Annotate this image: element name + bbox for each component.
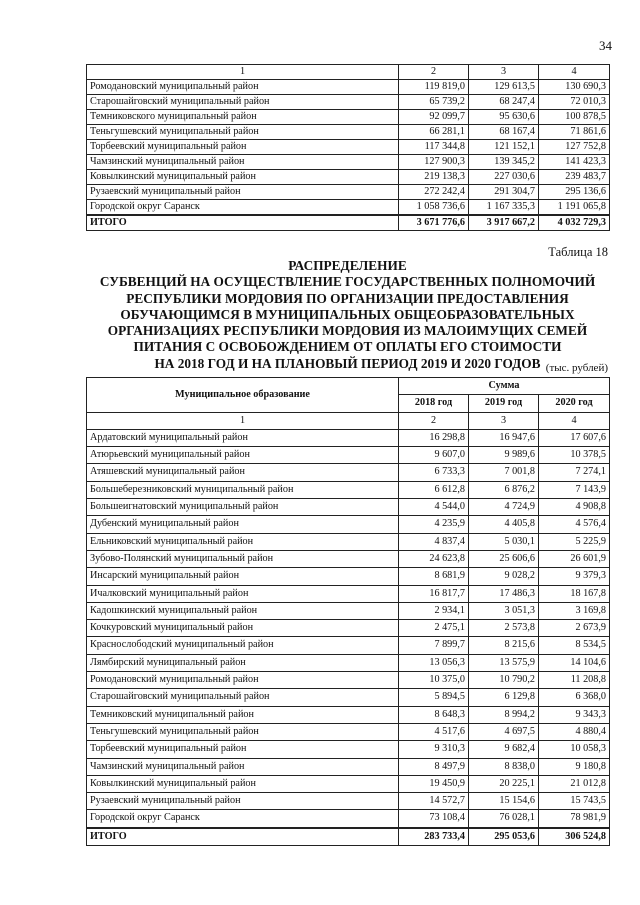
value-2018-cell: 2 934,1: [399, 602, 469, 619]
value-2019-cell: 8 994,2: [469, 706, 539, 723]
table-row: [87, 533, 610, 550]
table-row: [87, 499, 610, 516]
value-2020-cell: 10 378,5: [539, 447, 610, 464]
municipality-cell: Рузаевский муниципальный район: [87, 793, 399, 810]
value-2019-cell: 16 947,6: [469, 429, 539, 446]
value-2019-cell: 8 838,0: [469, 758, 539, 775]
value-2019-cell: 5 030,1: [469, 533, 539, 550]
value-2020-cell: 4 880,4: [539, 723, 610, 740]
value-2019-cell: 68 167,4: [469, 125, 539, 140]
value-2019-cell: 4 724,9: [469, 499, 539, 516]
column-number-1: 1: [87, 412, 399, 429]
table-row: [87, 793, 610, 810]
value-2019-cell: 9 682,4: [469, 741, 539, 758]
value-2018-cell: 65 739,2: [399, 95, 469, 110]
value-2018-cell: 16 298,8: [399, 429, 469, 446]
table-row: [87, 620, 610, 637]
value-2018-cell: 7 899,7: [399, 637, 469, 654]
page-number: 34: [599, 38, 612, 53]
table-row: [87, 95, 610, 110]
value-2018-cell: 219 138,3: [399, 170, 469, 185]
value-2019-cell: 129 613,5: [469, 80, 539, 95]
value-2020-cell: 7 143,9: [539, 481, 610, 498]
value-2020-cell: 239 483,7: [539, 170, 610, 185]
table-row: [87, 585, 610, 602]
municipality-cell: Старошайговский муниципальный район: [87, 95, 399, 110]
value-2020-cell: 18 167,8: [539, 585, 610, 602]
value-2020-cell: 9 180,8: [539, 758, 610, 775]
value-2019-cell: 9 028,2: [469, 568, 539, 585]
value-2019-cell: 139 345,2: [469, 155, 539, 170]
value-2019-cell: 2 573,8: [469, 620, 539, 637]
value-2019-cell: 13 575,9: [469, 654, 539, 671]
value-2019-cell: 121 152,1: [469, 140, 539, 155]
value-2018-cell: 2 475,1: [399, 620, 469, 637]
value-2020-cell: 100 878,5: [539, 110, 610, 125]
table-top-continuation: [86, 64, 610, 231]
table-row: [87, 775, 610, 792]
value-2018-cell: 4 837,4: [399, 533, 469, 550]
value-2019-cell: 76 028,1: [469, 810, 539, 828]
municipality-cell: Чамзинский муниципальный район: [87, 758, 399, 775]
value-2020-cell: 7 274,1: [539, 464, 610, 481]
municipality-cell: Городской округ Саранск: [87, 200, 399, 216]
value-2020-cell: 4 576,4: [539, 516, 610, 533]
value-2019-cell: 9 989,6: [469, 447, 539, 464]
value-2020-cell: 9 379,3: [539, 568, 610, 585]
municipality-cell: Теньгушевский муниципальный район: [87, 125, 399, 140]
table-total-row: [87, 215, 610, 231]
value-2018-cell: 272 242,4: [399, 185, 469, 200]
value-2018-cell: 6 612,8: [399, 481, 469, 498]
municipality-cell: Дубенский муниципальный район: [87, 516, 399, 533]
column-number-3: 3: [469, 412, 539, 429]
value-2019-cell: 68 247,4: [469, 95, 539, 110]
value-2019-cell: 3 051,3: [469, 602, 539, 619]
table-label: Таблица 18: [548, 245, 608, 259]
document-title: [70, 258, 625, 372]
value-2019-cell: 7 001,8: [469, 464, 539, 481]
title-line: НА 2018 ГОД И НА ПЛАНОВЫЙ ПЕРИОД 2019 И 2020 ГОДОВ: [154, 355, 541, 371]
column-number-1: 1: [87, 65, 399, 80]
value-2018-cell: 127 900,3: [399, 155, 469, 170]
value-2018-cell: 19 450,9: [399, 775, 469, 792]
value-2018-cell: 9 607,0: [399, 447, 469, 464]
value-2020-cell: 72 010,3: [539, 95, 610, 110]
table-row: [87, 185, 610, 200]
value-2020-cell: 21 012,8: [539, 775, 610, 792]
municipality-cell: ИТОГО: [87, 828, 399, 846]
value-2018-cell: 16 817,7: [399, 585, 469, 602]
value-2018-cell: 8 681,9: [399, 568, 469, 585]
header-sum: Сумма: [399, 378, 610, 395]
value-2020-cell: 1 191 065,8: [539, 200, 610, 216]
title-line: СУБВЕНЦИЙ НА ОСУЩЕСТВЛЕНИЕ ГОСУДАРСТВЕННЫХ ПОЛНОМОЧИЙ: [99, 274, 596, 290]
value-2020-cell: 9 343,3: [539, 706, 610, 723]
value-2020-cell: 26 601,9: [539, 550, 610, 567]
municipality-cell: Ковылкинский муниципальный район: [87, 775, 399, 792]
value-2019-cell: 95 630,6: [469, 110, 539, 125]
municipality-cell: Ромодановский муниципальный район: [87, 672, 399, 689]
table-row: [87, 447, 610, 464]
value-2020-cell: 5 225,9: [539, 533, 610, 550]
table-row: [87, 481, 610, 498]
municipality-cell: Чамзинский муниципальный район: [87, 155, 399, 170]
table-row: [87, 706, 610, 723]
value-2018-cell: 13 056,3: [399, 654, 469, 671]
value-2018-cell: 24 623,8: [399, 550, 469, 567]
municipality-cell: Городской округ Саранск: [87, 810, 399, 828]
municipality-cell: Атяшевский муниципальный район: [87, 464, 399, 481]
municipality-cell: Краснослободский муниципальный район: [87, 637, 399, 654]
municipality-cell: Атюрьевский муниципальный район: [87, 447, 399, 464]
value-2018-cell: 4 517,6: [399, 723, 469, 740]
table-row: [87, 155, 610, 170]
value-2018-cell: 4 235,9: [399, 516, 469, 533]
municipality-cell: Кадошкинский муниципальный район: [87, 602, 399, 619]
table-top-header-row: [87, 65, 610, 80]
value-2020-cell: 14 104,6: [539, 654, 610, 671]
value-2020-cell: 78 981,9: [539, 810, 610, 828]
municipality-cell: Рузаевский муниципальный район: [87, 185, 399, 200]
value-2018-cell: 8 648,3: [399, 706, 469, 723]
value-2018-cell: 10 375,0: [399, 672, 469, 689]
column-number-2: 2: [399, 412, 469, 429]
value-2020-cell: 6 368,0: [539, 689, 610, 706]
table-row: [87, 125, 610, 140]
table-row: [87, 758, 610, 775]
value-2019-cell: 8 215,6: [469, 637, 539, 654]
title-line: РАСПРЕДЕЛЕНИЕ: [288, 258, 407, 273]
value-2019-cell: 17 486,3: [469, 585, 539, 602]
value-2020-cell: 15 743,5: [539, 793, 610, 810]
value-2020-cell: 17 607,6: [539, 429, 610, 446]
title-line: ОРГАНИЗАЦИЯХ РЕСПУБЛИКИ МОРДОВИЯ ИЗ МАЛОИМУЩИХ СЕМЕЙ: [107, 323, 588, 339]
value-2018-cell: 119 819,0: [399, 80, 469, 95]
table-row: [87, 568, 610, 585]
column-number-4: 4: [539, 412, 610, 429]
municipality-cell: Ичалковский муниципальный район: [87, 585, 399, 602]
value-2020-cell: 8 534,5: [539, 637, 610, 654]
value-2019-cell: 227 030,6: [469, 170, 539, 185]
municipality-cell: Темниковского муниципальный район: [87, 110, 399, 125]
value-2020-cell: 295 136,6: [539, 185, 610, 200]
municipality-cell: Ельниковский муниципальный район: [87, 533, 399, 550]
value-2019-cell: 15 154,6: [469, 793, 539, 810]
municipality-cell: Старошайговский муниципальный район: [87, 689, 399, 706]
header-row-1: [87, 378, 610, 395]
table-row: [87, 464, 610, 481]
municipality-cell: Кочкуровский муниципальный район: [87, 620, 399, 637]
header-year-2018: 2018 год: [399, 395, 469, 412]
municipality-cell: Большеберезниковский муниципальный район: [87, 481, 399, 498]
table-row: [87, 689, 610, 706]
value-2018-cell: 1 058 736,6: [399, 200, 469, 216]
value-2019-cell: 6 129,8: [469, 689, 539, 706]
municipality-cell: Ромодановский муниципальный район: [87, 80, 399, 95]
value-2019-cell: 10 790,2: [469, 672, 539, 689]
value-2020-cell: 71 861,6: [539, 125, 610, 140]
value-2018-cell: 9 310,3: [399, 741, 469, 758]
value-2019-cell: 1 167 335,3: [469, 200, 539, 216]
value-2018-cell: 117 344,8: [399, 140, 469, 155]
header-row-numbers: [87, 412, 610, 429]
value-2018-cell: 6 733,3: [399, 464, 469, 481]
header-year-2020: 2020 год: [539, 395, 610, 412]
municipality-cell: Ковылкинский муниципальный район: [87, 170, 399, 185]
value-2018-cell: 66 281,1: [399, 125, 469, 140]
title-line: ПИТАНИЯ С ОСВОБОЖДЕНИЕМ ОТ ОПЛАТЫ ЕГО СТОИМОСТИ: [133, 339, 562, 355]
column-number-2: 2: [399, 65, 469, 80]
municipality-cell: Лямбирский муниципальный район: [87, 654, 399, 671]
header-year-2019: 2019 год: [469, 395, 539, 412]
value-2019-cell: 3 917 667,2: [469, 215, 539, 231]
table-row: [87, 654, 610, 671]
value-2020-cell: 141 423,3: [539, 155, 610, 170]
table-row: [87, 200, 610, 216]
value-2018-cell: 283 733,4: [399, 828, 469, 846]
table-row: [87, 810, 610, 828]
table-row: [87, 723, 610, 740]
municipality-cell: Торбеевский муниципальный район: [87, 741, 399, 758]
value-2020-cell: 130 690,3: [539, 80, 610, 95]
value-2020-cell: 2 673,9: [539, 620, 610, 637]
title-line: ОБУЧАЮЩИМСЯ В МУНИЦИПАЛЬНЫХ ОБЩЕОБРАЗОВАТЕЛЬНЫХ: [120, 306, 575, 322]
header-municipality: Муниципальное образование: [87, 378, 399, 413]
value-2018-cell: 73 108,4: [399, 810, 469, 828]
value-2020-cell: 4 908,8: [539, 499, 610, 516]
value-2019-cell: 6 876,2: [469, 481, 539, 498]
value-2020-cell: 306 524,8: [539, 828, 610, 846]
value-2019-cell: 295 053,6: [469, 828, 539, 846]
value-2018-cell: 3 671 776,6: [399, 215, 469, 231]
value-2020-cell: 3 169,8: [539, 602, 610, 619]
table-row: [87, 110, 610, 125]
value-2020-cell: 11 208,8: [539, 672, 610, 689]
value-2018-cell: 8 497,9: [399, 758, 469, 775]
value-2018-cell: 92 099,7: [399, 110, 469, 125]
units-note: (тыс. рублей): [545, 362, 608, 374]
table-row: [87, 80, 610, 95]
table-row: [87, 429, 610, 446]
table-row: [87, 140, 610, 155]
table-18: [86, 377, 610, 846]
table-row: [87, 170, 610, 185]
table-row: [87, 550, 610, 567]
value-2019-cell: 20 225,1: [469, 775, 539, 792]
value-2020-cell: 10 058,3: [539, 741, 610, 758]
table-row: [87, 741, 610, 758]
value-2019-cell: 4 697,5: [469, 723, 539, 740]
municipality-cell: Зубово-Полянский муниципальный район: [87, 550, 399, 567]
title-line: РЕСПУБЛИКИ МОРДОВИЯ ПО ОРГАНИЗАЦИИ ПРЕДОСТАВЛЕНИЯ: [126, 290, 569, 306]
value-2020-cell: 127 752,8: [539, 140, 610, 155]
value-2018-cell: 5 894,5: [399, 689, 469, 706]
column-number-4: 4: [539, 65, 610, 80]
municipality-cell: Темниковский муниципальный район: [87, 706, 399, 723]
column-number-3: 3: [469, 65, 539, 80]
table-row: [87, 637, 610, 654]
value-2018-cell: 14 572,7: [399, 793, 469, 810]
municipality-cell: Ардатовский муниципальный район: [87, 429, 399, 446]
municipality-cell: Большеигнатовский муниципальный район: [87, 499, 399, 516]
value-2020-cell: 4 032 729,3: [539, 215, 610, 231]
municipality-cell: Торбеевский муниципальный район: [87, 140, 399, 155]
value-2019-cell: 291 304,7: [469, 185, 539, 200]
value-2019-cell: 4 405,8: [469, 516, 539, 533]
table-row: [87, 602, 610, 619]
table-row: [87, 516, 610, 533]
municipality-cell: Теньгушевский муниципальный район: [87, 723, 399, 740]
table-row: [87, 672, 610, 689]
municipality-cell: Инсарский муниципальный район: [87, 568, 399, 585]
value-2019-cell: 25 606,6: [469, 550, 539, 567]
value-2018-cell: 4 544,0: [399, 499, 469, 516]
municipality-cell: ИТОГО: [87, 215, 399, 231]
table-total-row: [87, 828, 610, 846]
